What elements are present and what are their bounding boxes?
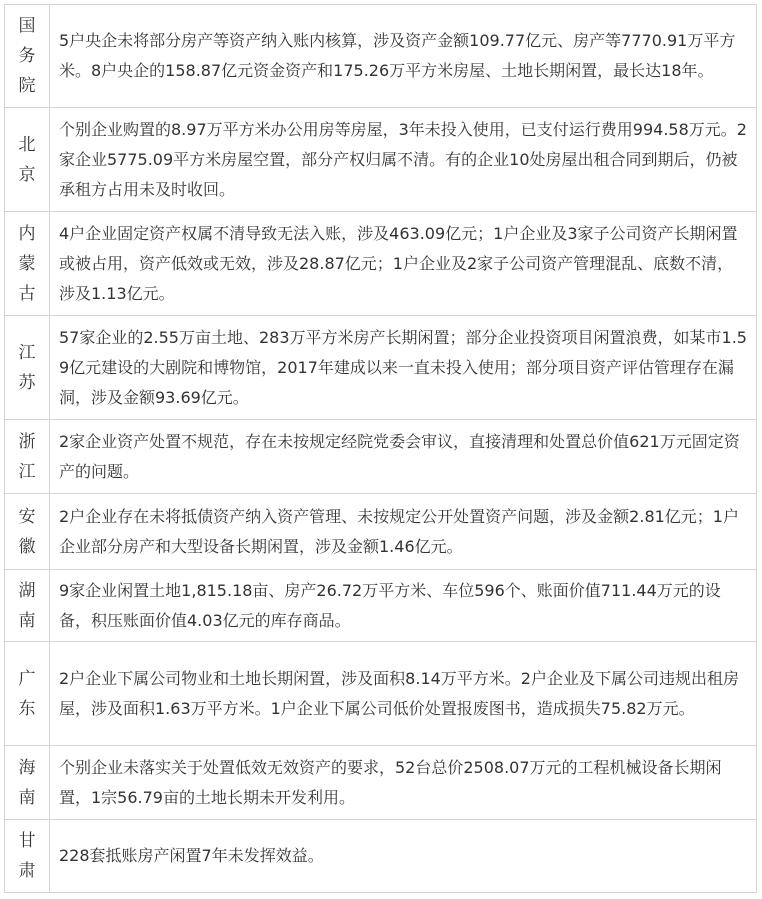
region-cell: 内蒙古	[5, 212, 50, 315]
description-cell	[50, 5, 756, 107]
description-text: 2家企业资产处置不规范，存在未按规定经院党委会审议，直接清理和处置总价值621万元固定资产的问题。	[59, 431, 740, 481]
description-text: 57家企业的2.55万亩土地、283万平方米房产长期闲置；部分企业投资项目闲置浪费，如某市1.59亿元建设的大剧院和博物馆，2017年建成以来一直未投入使用；部分项目资产评估管理存在漏洞，涉及金额93.69亿元。	[59, 327, 747, 407]
table-row	[5, 494, 756, 570]
description-cell	[50, 420, 756, 493]
table-row	[5, 570, 756, 642]
description-text: 个别企业未落实关于处置低效无效资产的要求，52台总价2508.07万元的工程机械设备长期闲置，1宗56.79亩的土地长期未开发利用。	[59, 757, 722, 807]
description-cell	[50, 642, 756, 745]
description-cell	[50, 316, 756, 419]
description-text: 5户央企未将部分房产等资产纳入账内核算，涉及资产金额109.77亿元、房产等7770.91万平方米。8户央企的158.87亿元资金资产和175.26万平方米房屋、土地长期闲置，最长达18年。	[59, 31, 736, 80]
region-cell: 海南	[5, 746, 50, 819]
region-cell: 安徽	[5, 494, 50, 569]
description-text: 个别企业购置的8.97万平方米办公用房等房屋，3年未投入使用，已支付运行费用994.58万元。2家企业5775.09平方米房屋空置，部分产权归属不清。有的企业10处房屋出租合同到期后，仍被承租方占用未及时收回。	[59, 119, 747, 199]
description-text: 228套抵账房产闲置7年未发挥效益。	[59, 846, 324, 865]
audit-table	[4, 4, 757, 893]
description-cell	[50, 108, 756, 211]
description-cell	[50, 820, 756, 892]
table-row	[5, 820, 756, 893]
table-row	[5, 316, 756, 420]
table-row	[5, 5, 756, 108]
description-text: 4户企业固定资产权属不清导致无法入账，涉及463.09亿元；1户企业及3家子公司资产长期闲置或被占用，资产低效或无效，涉及28.87亿元；1户企业及2家子公司资产管理混乱、底数不清，涉及1.13亿元。	[59, 223, 738, 303]
region-cell: 江苏	[5, 316, 50, 419]
table-row	[5, 642, 756, 746]
region-cell: 北京	[5, 108, 50, 211]
region-cell: 湖南	[5, 570, 50, 641]
table-row	[5, 746, 756, 820]
description-cell	[50, 212, 756, 315]
region-cell: 浙江	[5, 420, 50, 493]
region-cell: 国务院	[5, 5, 50, 107]
region-cell: 甘肃	[5, 820, 50, 892]
table-row	[5, 108, 756, 212]
description-cell	[50, 570, 756, 641]
table-row	[5, 212, 756, 316]
description-text: 2户企业下属公司物业和土地长期闲置，涉及面积8.14万平方米。2户企业及下属公司违规出租房屋，涉及面积1.63万平方米。1户企业下属公司低价处置报废图书，造成损失75.82万元。	[59, 668, 739, 718]
description-cell	[50, 494, 756, 569]
description-text: 2户企业存在未将抵债资产纳入资产管理、未按规定公开处置资产问题，涉及金额2.81亿元；1户企业部分房产和大型设备长期闲置，涉及金额1.46亿元。	[59, 506, 739, 556]
description-cell	[50, 746, 756, 819]
table-row	[5, 420, 756, 494]
description-text: 9家企业闲置土地1,815.18亩、房产26.72万平方米、车位596个、账面价值711.44万元的设备，积压账面价值4.03亿元的库存商品。	[59, 580, 721, 630]
region-cell: 广东	[5, 642, 50, 745]
